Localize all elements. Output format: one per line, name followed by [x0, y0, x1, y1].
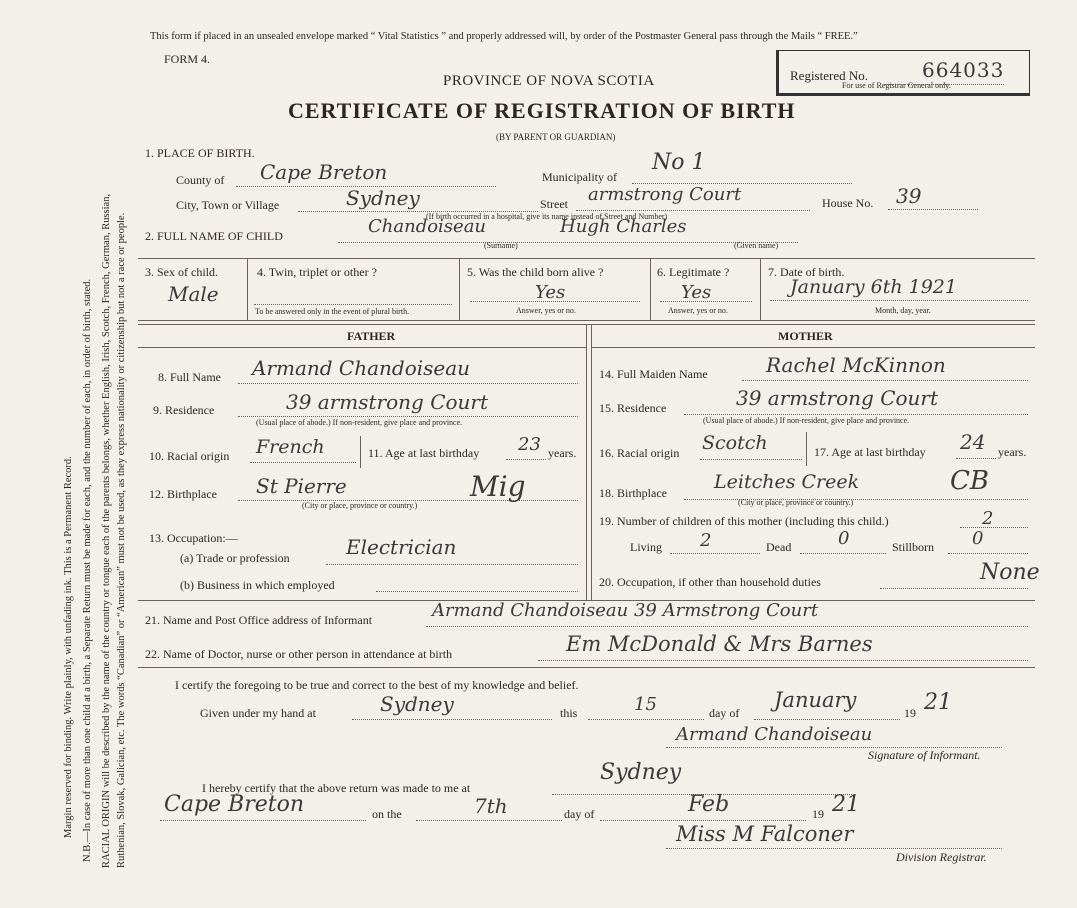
mother-residence-label: 15. Residence — [599, 401, 667, 415]
margin-note-1: Margin reserved for binding. Write plainly, with unfading ink. This is a Permanent Record. — [63, 456, 74, 838]
margin-note-4: Ruthenian, Slovak, Galician, etc. The words “Canadian” or “American” must not be used, as they express nationality or citizenship but not a race or people. — [116, 212, 127, 868]
father-age-label: 11. Age at last birthday — [368, 446, 480, 460]
house-number-value: 39 — [896, 184, 922, 208]
informant-value: Armand Chandoiseau 39 Armstrong Court — [432, 600, 819, 621]
father-name-value: Armand Chandoiseau — [252, 356, 471, 380]
mother-occupation-label: 20. Occupation, if other than household duties — [599, 575, 821, 589]
house-number-label: House No. — [822, 196, 874, 210]
father-age-value: 23 — [518, 434, 541, 455]
registrar-on-label: on the — [372, 807, 402, 821]
municipality-value: No 1 — [652, 150, 706, 175]
registrar-year-prefix: 19 — [812, 807, 824, 821]
mother-residence-note: (Usual place of abode.) If non-resident, give place and province. — [703, 416, 910, 425]
municipality-label: Municipality of — [542, 170, 617, 184]
mother-race-label: 16. Racial origin — [599, 446, 680, 460]
form-number: FORM 4. — [164, 52, 211, 66]
margin-note-2: N.B.—In case of more than one child at a birth, a Separate Return must be made for each, and the number of each, in order of birth, stated. — [82, 278, 93, 862]
registered-number: 664033 — [922, 58, 1005, 82]
alive-value: Yes — [535, 282, 566, 303]
father-birthplace-note: (City or place, province or country.) — [302, 501, 418, 510]
informant-signature: Armand Chandoiseau — [676, 724, 873, 745]
street-label: Street — [540, 197, 568, 211]
sex-value: Male — [168, 282, 219, 306]
mother-race-value: Scotch — [702, 432, 768, 454]
doctor-value: Em McDonald & Mrs Barnes — [566, 632, 873, 656]
birth-date-label: 7. Date of birth. — [768, 265, 845, 279]
mother-birthplace-extra: CB — [950, 466, 989, 496]
mother-age-label: 17. Age at last birthday — [814, 445, 926, 459]
dead-value: 0 — [838, 528, 850, 549]
alive-note: Answer, yes or no. — [516, 306, 576, 315]
business-label: (b) Business in which employed — [180, 578, 335, 592]
city-label: City, Town or Village — [176, 198, 280, 212]
mother-birthplace-note: (City or place, province or country.) — [738, 498, 854, 507]
city-value: Sydney — [346, 186, 420, 210]
certify-day-value: 15 — [634, 694, 657, 715]
county-label: County of — [176, 173, 225, 187]
informant-label: 21. Name and Post Office address of Informant — [145, 613, 373, 627]
street-value: armstrong Court — [588, 184, 742, 205]
twin-label: 4. Twin, triplet or other ? — [257, 265, 377, 279]
surname-caption: (Surname) — [484, 241, 518, 250]
postal-note: This form if placed in an unsealed envelope marked “ Vital Statistics ” and properly addressed will, by order of the Postmaster General pass through the Mails “ FREE.” — [150, 31, 858, 42]
father-residence-note: (Usual place of abode.) If non-resident, give place and province. — [256, 418, 463, 427]
children-count-label: 19. Number of children of this mother (including this child.) — [599, 514, 889, 528]
living-label: Living — [630, 540, 662, 554]
registrar-county-value: Cape Breton — [164, 792, 305, 817]
twin-note: To be answered only in the event of plural birth. — [255, 307, 410, 316]
father-heading: FATHER — [347, 329, 396, 343]
registrar-day-value: 7th — [474, 794, 508, 818]
county-value: Cape Breton — [260, 160, 388, 184]
this-label: this — [560, 706, 578, 720]
margin-note-3: RACIAL ORIGIN will be described by the name of the country or tongue each of the parents belongs, whether English, Irish, Scotch, French, German, Russian, — [101, 193, 112, 868]
dead-label: Dead — [766, 540, 792, 554]
father-residence-label: 9. Residence — [153, 403, 215, 417]
registrar-month-value: Feb — [688, 792, 730, 817]
alive-label: 5. Was the child born alive ? — [467, 265, 604, 279]
registrar-statement: I hereby certify that the above return was made to me at — [202, 781, 471, 795]
child-surname-value: Chandoiseau — [368, 216, 487, 237]
sex-label: 3. Sex of child. — [145, 265, 218, 279]
mother-birthplace-value: Leitches Creek — [714, 471, 860, 493]
mother-name-label: 14. Full Maiden Name — [599, 367, 708, 381]
stillborn-value: 0 — [972, 528, 984, 549]
birth-date-note: Month, day, year. — [875, 306, 931, 315]
certificate-title: CERTIFICATE OF REGISTRATION OF BIRTH — [288, 98, 796, 123]
father-race-value: French — [256, 436, 325, 458]
trade-value: Electrician — [346, 535, 457, 559]
certify-year-value: 21 — [924, 690, 952, 715]
registrar-caption: Division Registrar. — [896, 850, 987, 864]
certify-statement: I certify the foregoing to be true and correct to the best of my knowledge and belief. — [175, 678, 579, 692]
stillborn-label: Stillborn — [892, 540, 935, 554]
province-heading: PROVINCE OF NOVA SCOTIA — [443, 73, 655, 89]
registrar-year-value: 21 — [832, 792, 860, 817]
child-name-label: 2. FULL NAME OF CHILD — [145, 229, 283, 243]
father-name-label: 8. Full Name — [158, 370, 221, 384]
registrar-signature: Miss M Falconer — [676, 822, 854, 846]
mother-residence-value: 39 armstrong Court — [736, 386, 939, 410]
father-birthplace-extra: Mig — [470, 470, 526, 503]
registrar-day-label: day of — [564, 807, 595, 821]
hospital-note: (If birth occurred in a hospital, give its name instead of Street and Number) — [426, 212, 668, 221]
certify-year-prefix: 19 — [904, 706, 916, 720]
mother-age-value: 24 — [960, 430, 986, 454]
registered-note: For use of Registrar General only. — [842, 81, 951, 90]
legitimate-value: Yes — [681, 282, 712, 303]
trade-label: (a) Trade or profession — [180, 551, 290, 565]
father-years-label: years. — [548, 446, 577, 460]
father-occupation-label: 13. Occupation:— — [149, 531, 238, 545]
father-residence-value: 39 armstrong Court — [286, 390, 489, 414]
child-given-value: Hugh Charles — [560, 216, 687, 237]
birth-date-value: January 6th 1921 — [790, 276, 957, 298]
legitimate-label: 6. Legitimate ? — [657, 265, 730, 279]
mother-birthplace-label: 18. Birthplace — [599, 486, 667, 500]
informant-signature-caption: Signature of Informant. — [868, 748, 981, 762]
mother-heading: MOTHER — [778, 329, 833, 343]
legitimate-note: Answer, yes or no. — [668, 306, 728, 315]
certificate-subtitle: (BY PARENT OR GUARDIAN) — [496, 132, 616, 142]
mother-name-value: Rachel McKinnon — [766, 353, 946, 377]
mother-years-label: years. — [998, 445, 1027, 459]
living-value: 2 — [700, 530, 712, 551]
father-birthplace-value: St Pierre — [256, 474, 347, 498]
doctor-label: 22. Name of Doctor, nurse or other person in attendance at birth — [145, 647, 453, 661]
given-place-value: Sydney — [380, 692, 454, 716]
mother-occupation-value: None — [980, 560, 1040, 585]
children-count-value: 2 — [982, 508, 994, 529]
registrar-place-value: Sydney — [600, 760, 682, 785]
given-under-label: Given under my hand at — [200, 706, 316, 720]
place-of-birth-label: 1. PLACE OF BIRTH. — [145, 146, 255, 160]
father-birthplace-label: 12. Birthplace — [149, 487, 217, 501]
certify-day-label: day of — [709, 706, 740, 720]
given-name-caption: (Given name) — [734, 241, 779, 250]
registered-label: Registered No. — [790, 68, 868, 83]
father-race-label: 10. Racial origin — [149, 449, 230, 463]
certify-month-value: January — [774, 688, 857, 712]
